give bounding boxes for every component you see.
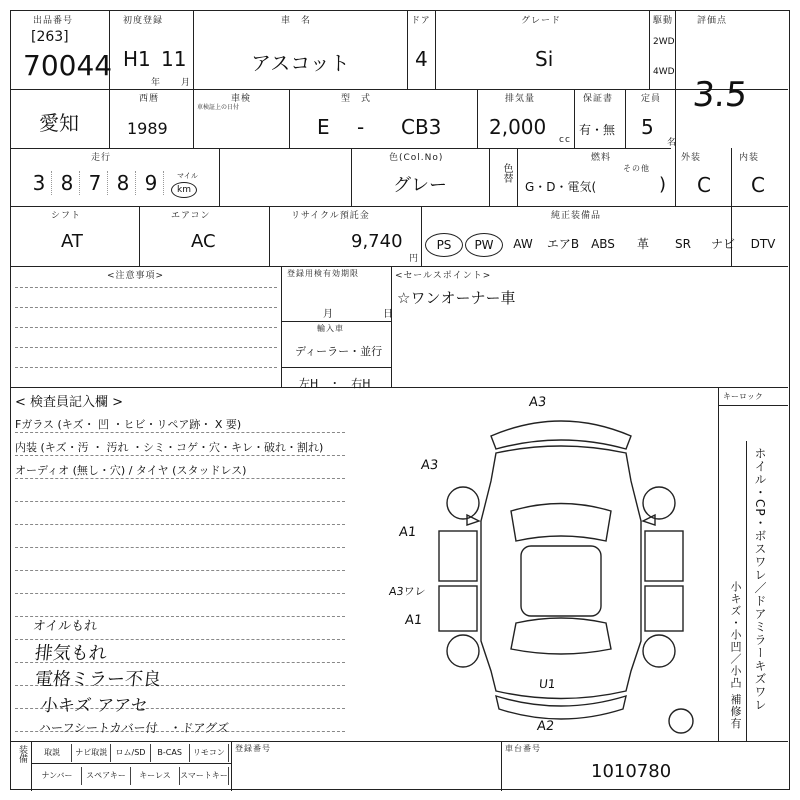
row-divider-5 [11, 387, 788, 388]
shift-label: シフト [51, 211, 82, 221]
note-scratches: 小キズ アアセ [39, 696, 149, 716]
col-divider [139, 206, 140, 266]
year: 1989 [127, 119, 168, 138]
drive-4wd: 4WD [653, 67, 675, 77]
reg-expiry-label: 登録用検有効期限 [287, 269, 359, 278]
month-unit: 月 [181, 78, 192, 88]
month-unit: 月 [323, 309, 333, 320]
note-mirror-fault: 電格ミラー不良 [33, 669, 162, 690]
steering-side: 左H ・ 右H [299, 377, 371, 390]
col-divider [219, 148, 220, 206]
car-name: アスコット [251, 51, 350, 75]
col-divider [574, 89, 575, 148]
mileage-label: 走行 [91, 153, 112, 163]
col-divider [289, 89, 290, 148]
row-divider [281, 321, 391, 322]
footer-item: 取説 [33, 744, 72, 762]
interior-label: 内装 [739, 153, 760, 163]
lot-bracket: [263] [31, 29, 69, 45]
chassis-number: 1010780 [591, 761, 672, 782]
equipment-item: SR [675, 237, 691, 251]
warranty-label: 保証書 [583, 94, 614, 104]
footer-item: キーレス [131, 767, 180, 785]
color: グレー [393, 175, 447, 196]
row-divider-6 [11, 741, 788, 742]
chassis-label: 車台番号 [505, 744, 541, 753]
mark-left-front-door: A1 [398, 525, 417, 540]
interior-grade: C [751, 173, 765, 197]
fuel-other: その他 [623, 164, 650, 173]
sales-point: ☆ワンオーナー車 [397, 289, 516, 307]
front-bumper-shape [491, 421, 631, 449]
col-divider [281, 266, 282, 387]
mark-front-left: A3 [420, 458, 439, 473]
footer-item: ナンバー [33, 767, 82, 785]
row-divider [281, 367, 391, 368]
footer-item: ナビ取説 [72, 744, 111, 762]
model-prefix: E [317, 115, 330, 139]
region: 愛知 [39, 111, 79, 135]
dotted-line [15, 287, 277, 288]
score: 3.5 [690, 75, 750, 115]
col-divider [746, 441, 747, 741]
car-name-label: 車 名 [281, 16, 312, 26]
reg-number-label: 登録番号 [235, 744, 271, 753]
model-dash: - [357, 115, 365, 139]
inspection-sub: 車検証上の日付 [197, 104, 240, 111]
mileage-digit: 9 [139, 171, 164, 195]
row-divider-1 [11, 89, 788, 90]
door-count: 4 [415, 47, 428, 71]
mark-front-bumper: A3 [528, 395, 547, 410]
fuel-options: G・D・電気( [525, 180, 597, 194]
displacement: 2,000 [489, 115, 547, 139]
year-unit: 年 [151, 78, 162, 88]
shift: AT [61, 231, 83, 252]
mileage-digit: 8 [55, 171, 80, 195]
note-exhaust-leak: 排気もれ [33, 643, 108, 664]
drive-label: 駆動 [653, 16, 674, 26]
dotted-line [15, 455, 345, 456]
left-rear-door-shape [439, 586, 477, 631]
windshield-shape [511, 504, 611, 542]
displacement-label: 排気量 [505, 94, 536, 104]
wheel-rear-left [447, 635, 479, 667]
roof-shape [521, 546, 601, 616]
equip-label: 装備 [17, 745, 27, 763]
equipment-item: ナビ [710, 237, 735, 251]
score-label: 評価点 [697, 16, 728, 26]
row-divider [31, 763, 231, 764]
inspector-line-audio: オーディオ (無し・穴) / タイヤ (スタッドレス) [15, 464, 247, 477]
col-divider [435, 11, 436, 89]
footer-item: スペアキー [82, 767, 131, 785]
inspection-label: 車検 [231, 94, 252, 104]
exterior-label: 外装 [681, 153, 702, 163]
grade-label: グレード [521, 16, 562, 26]
first-reg-label: 初度登録 [123, 16, 164, 26]
fuel-close: ) [659, 174, 667, 195]
col-divider [489, 148, 490, 206]
footer-item: ロム/SD [111, 744, 150, 762]
equipment-item: 革 [636, 237, 649, 251]
capacity-unit: 名 [667, 138, 678, 148]
mirror-left [467, 515, 479, 525]
row-divider [718, 405, 788, 406]
lot-number: 70044 [23, 49, 113, 82]
footer-item: B-CAS [151, 744, 190, 762]
drive-2wd: 2WD [653, 37, 675, 47]
col-divider [477, 89, 478, 148]
aircon-label: エアコン [171, 211, 211, 221]
row-divider-4 [11, 266, 788, 267]
door-label: ドア [411, 16, 431, 26]
row-divider-2 [11, 148, 671, 149]
equipment-item: PS [425, 233, 463, 257]
col-divider [391, 266, 392, 387]
equipment-item: エアB [546, 237, 580, 251]
note-oil-leak: オイルもれ [32, 619, 98, 634]
mark-rear-center: U1 [538, 677, 557, 691]
dotted-line [15, 367, 277, 368]
footer-item: スマートキー [180, 767, 229, 785]
capacity-label: 定員 [641, 94, 662, 104]
fuel-label: 燃料 [591, 153, 612, 163]
dotted-line [15, 547, 345, 548]
dotted-line [15, 501, 345, 502]
wheel-rear-right [643, 635, 675, 667]
mileage-digit: 8 [111, 171, 136, 195]
recycle-label: リサイクル預託金 [291, 211, 370, 221]
right-front-door-shape [645, 531, 683, 581]
footer-items-top [33, 744, 229, 762]
col-divider [31, 741, 32, 791]
exterior-grade: C [697, 173, 711, 197]
dotted-line [15, 327, 277, 328]
side-legend-2: 小キズ・小凹／小凸 補修有 [729, 581, 742, 730]
dotted-line [15, 347, 277, 348]
col-divider [718, 387, 719, 741]
right-rear-door-shape [645, 586, 683, 631]
dotted-line [15, 307, 277, 308]
body-outline-shape [481, 446, 641, 699]
footer-item: リモコン [190, 744, 229, 762]
col-divider [269, 206, 270, 266]
mileage-digit: 7 [83, 171, 108, 195]
inspector-title: < 検査員記入欄 > [15, 395, 124, 410]
equipment-item: AW [513, 237, 533, 251]
spare-wheel-shape [669, 709, 693, 733]
left-front-door-shape [439, 531, 477, 581]
col-divider [231, 741, 232, 791]
dotted-line [15, 524, 345, 525]
wheel-front-left [447, 487, 479, 519]
side-legend: ホイル・CP・ボスワレ／ドアミラーキズワレ [753, 447, 767, 712]
dealer-parallel: ディーラー・並行 [295, 345, 383, 358]
warranty: 有・無 [579, 123, 616, 137]
recycle-amount: 9,740 [351, 231, 403, 252]
model-code: CB3 [401, 115, 442, 139]
first-reg-month: 11 [161, 47, 187, 71]
capacity: 5 [641, 115, 654, 139]
rear-glass-shape [511, 618, 611, 654]
row-divider-3 [11, 206, 788, 207]
lot-label: 出品番号 [33, 16, 74, 26]
col-divider [517, 148, 518, 206]
equipment-item: DTV [750, 237, 776, 251]
cc-unit: cc [559, 135, 571, 145]
auction-sheet [10, 10, 790, 790]
col-divider [649, 11, 650, 89]
grade: Si [535, 47, 554, 71]
inspector-line-glass: Fガラス (キズ・ 凹 ・ヒビ・リペア跡・ X 要) [15, 418, 242, 431]
footer-items-bottom [33, 767, 229, 785]
wheel-front-right [643, 487, 675, 519]
color-label: 色(Col.No) [389, 153, 444, 163]
aircon: AC [191, 231, 216, 252]
first-reg-era: H1 [123, 47, 151, 71]
rear-bumper-shape [496, 696, 626, 719]
col-divider [407, 11, 408, 89]
note-seat-cover: ハーフシートカバー付 ・ドアグズ [38, 721, 230, 735]
col-divider [501, 741, 502, 791]
equipment-label: 純正装備品 [551, 211, 602, 221]
mark-rear-bumper: A2 [536, 719, 555, 734]
import-label: 輸入車 [317, 324, 344, 333]
dotted-line [15, 593, 345, 594]
dotted-line [15, 432, 345, 433]
mirror-right [643, 515, 655, 525]
mark-left-rear: A1 [404, 613, 423, 628]
mileage-unit-top: マイル [177, 172, 198, 180]
equipment-item: PW [465, 233, 503, 257]
col-divider [193, 11, 194, 148]
color-change-label: 色替 [501, 163, 512, 183]
col-divider [351, 148, 352, 206]
year-label: 西暦 [139, 94, 160, 104]
col-divider [421, 206, 422, 266]
col-divider [675, 11, 676, 206]
col-divider [625, 89, 626, 148]
caution-label: <注意事項> [107, 271, 165, 281]
yen-unit: 円 [409, 254, 420, 264]
equipment-item: ABS [591, 237, 615, 251]
keyless-label: キーロック [723, 392, 763, 401]
dotted-line [15, 570, 345, 571]
mark-left-rocker: A3ワレ [388, 585, 427, 598]
model-label: 型 式 [341, 94, 372, 104]
dotted-line [15, 478, 345, 479]
sales-label: <セールスポイント> [395, 271, 492, 281]
col-divider [731, 148, 732, 206]
mileage-digit: 3 [27, 171, 52, 195]
day-unit: 日 [383, 309, 393, 320]
mileage-unit-km: km [171, 182, 197, 198]
equipment-list [425, 227, 785, 263]
inspector-line-interior: 内装 (キズ・汚 ・ 汚れ ・シミ・コゲ・穴・キレ・破れ・割れ) [15, 441, 324, 454]
